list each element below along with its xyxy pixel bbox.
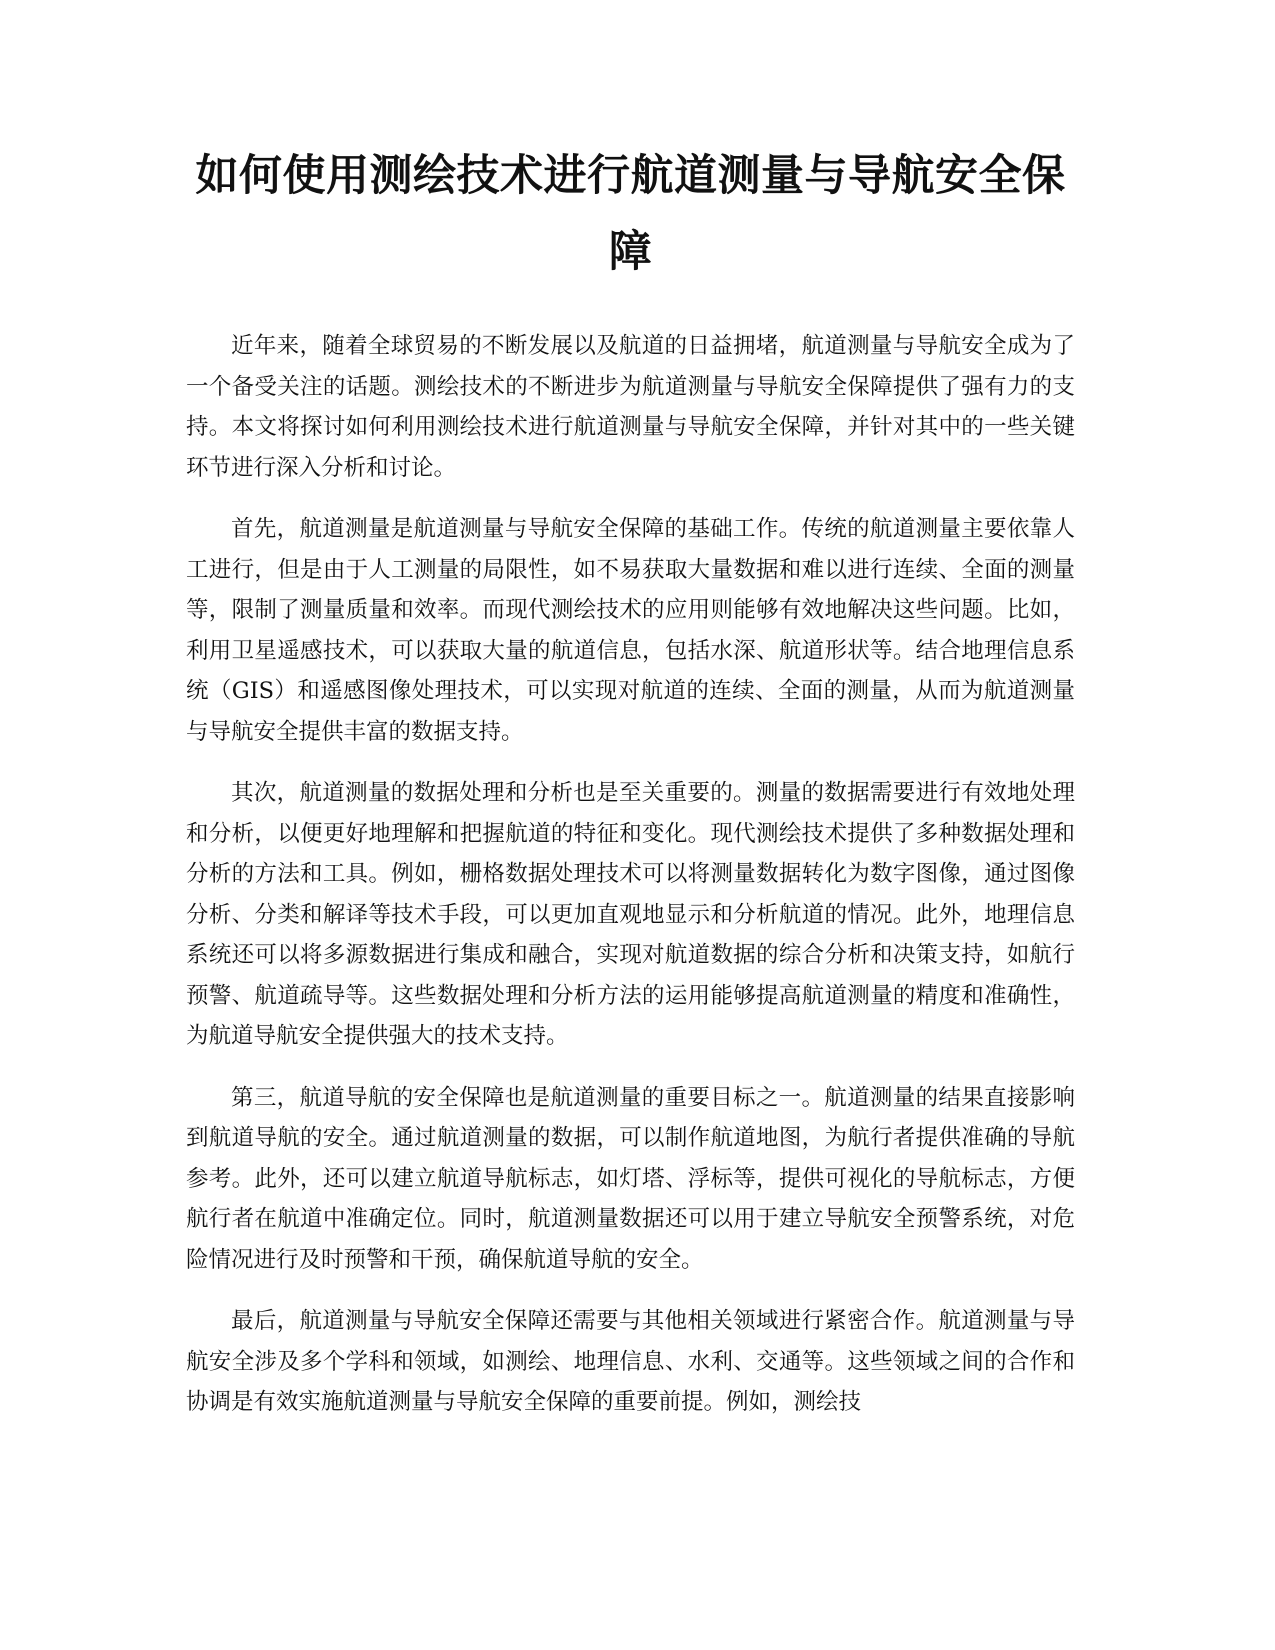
paragraph-first: 首先，航道测量是航道测量与导航安全保障的基础工作。传统的航道测量主要依靠人工进行，但是由于人工测量的局限性，如不易获取大量数据和难以进行连续、全面的测量等，限制了测量质量和效率。而现代测绘技术的应用则能够有效地解决这些问题。比如，利用卫星遥感技术，可以获取大量的航道信息，包括水深、航道形状等。结合地理信息系统（GIS）和遥感图像处理技术，可以实现对航道的连续、全面的测量，从而为航道测量与导航安全提供丰富的数据支持。 xyxy=(186,516,1075,745)
document-title: 如何使用测绘技术进行航道测量与导航安全保障 xyxy=(195,151,1066,277)
paragraph-third: 第三，航道导航的安全保障也是航道测量的重要目标之一。航道测量的结果直接影响到航道导航的安全。通过航道测量的数据，可以制作航道地图，为航行者提供准确的导航参考。此外，还可以建立航道导航标志，如灯塔、浮标等，提供可视化的导航标志，方便航行者在航道中准确定位。同时，航道测量数据还可以用于建立导航安全预警系统，对危险情况进行及时预警和干预，确保航道导航的安全。 xyxy=(186,1084,1075,1273)
paragraph-intro: 近年来，随着全球贸易的不断发展以及航道的日益拥堵，航道测量与导航安全成为了一个备受关注的话题。测绘技术的不断进步为航道测量与导航安全保障提供了强有力的支持。本文将探讨如何利用测绘技术进行航道测量与导航安全保障，并针对其中的一些关键环节进行深入分析和讨论。 xyxy=(186,333,1075,481)
paragraph-last: 最后，航道测量与导航安全保障还需要与其他相关领域进行紧密合作。航道测量与导航安全涉及多个学科和领域，如测绘、地理信息、水利、交通等。这些领域之间的合作和协调是有效实施航道测量与导航安全保障的重要前提。例如，测绘技 xyxy=(186,1308,1075,1415)
paragraph-second: 其次，航道测量的数据处理和分析也是至关重要的。测量的数据需要进行有效地处理和分析，以便更好地理解和把握航道的特征和变化。现代测绘技术提供了多种数据处理和分析的方法和工具。例如，栅格数据处理技术可以将测量数据转化为数字图像，通过图像分析、分类和解译等技术手段，可以更加直观地显示和分析航道的情况。此外，地理信息系统还可以将多源数据进行集成和融合，实现对航道数据的综合分析和决策支持，如航行预警、航道疏导等。这些数据处理和分析方法的运用能够提高航道测量的精度和准确性，为航道导航安全提供强大的技术支持。 xyxy=(186,780,1075,1049)
document-body xyxy=(186,326,1075,1423)
